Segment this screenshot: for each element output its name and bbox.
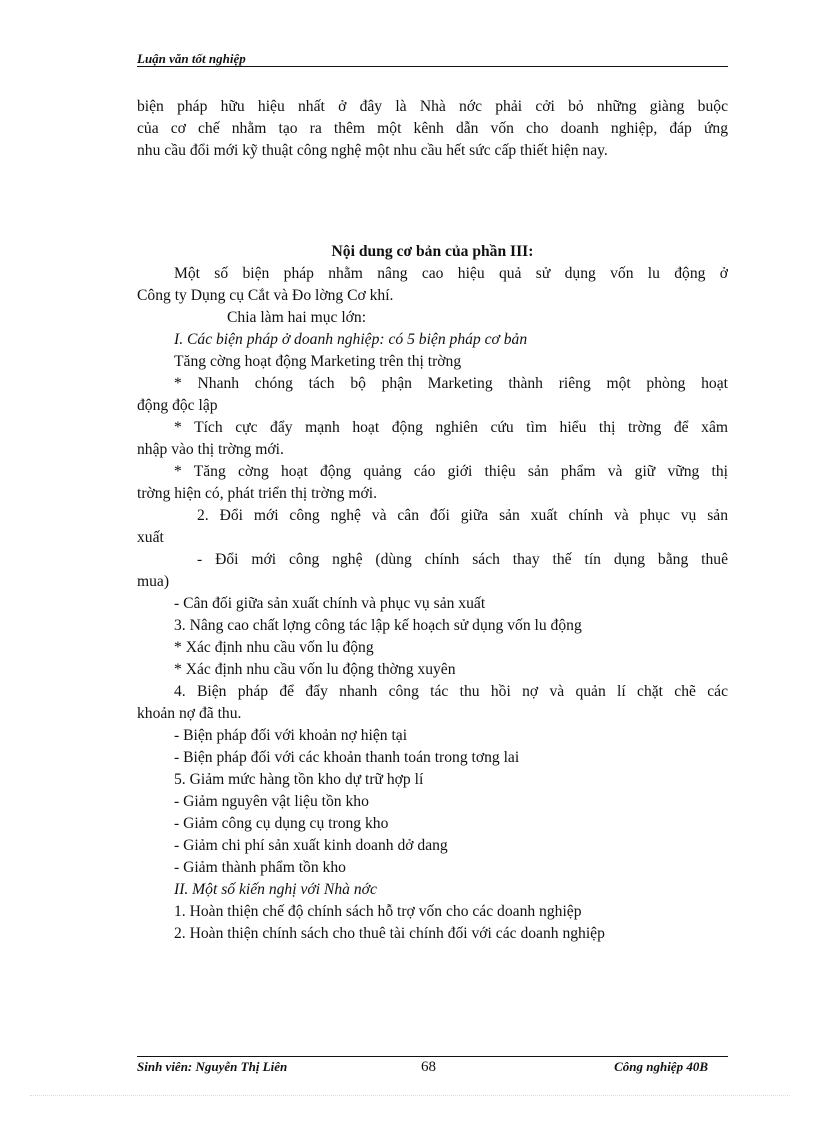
list-item: * Nhanh chóng tách bộ phận Marketing thành riêng một phòng hoạt <box>174 375 728 392</box>
list-item: - Giảm thành phẩm tồn kho <box>174 859 346 876</box>
intro-line: nhu cầu đổi mới kỹ thuật công nghệ một nhu cầu hết sức cấp thiết hiện nay. <box>137 142 608 159</box>
list-item: * Xác định nhu cầu vốn lu động <box>174 639 374 656</box>
document-body <box>137 96 728 945</box>
header-title: Luận văn tốt nghiệp <box>137 51 246 66</box>
intro-line: của cơ chế nhằm tạo ra thêm một kênh dẫn vốn cho doanh nghiệp, đáp ứng <box>137 120 728 137</box>
page-number: 68 <box>421 1059 436 1075</box>
footer-student: Sinh viên: Nguyễn Thị Liên <box>137 1059 288 1074</box>
list-item: Tăng cờng hoạt động Marketing trên thị trờng <box>174 353 462 370</box>
list-item-cont: khoản nợ đã thu. <box>137 705 242 722</box>
footer-class: Công nghiệp 40B <box>614 1059 708 1074</box>
list-item: 1. Hoàn thiện chế độ chính sách hỗ trợ vốn cho các doanh nghiệp <box>174 903 582 920</box>
section-title: Nội dung cơ bản của phần III: <box>331 243 534 260</box>
list-item: - Giảm nguyên vật liệu tồn kho <box>174 793 369 810</box>
list-item-cont: nhập vào thị trờng mới. <box>137 441 284 458</box>
list-item-cont: mua) <box>137 573 170 590</box>
list-item: - Giảm chi phí sản xuất kinh doanh dở dang <box>174 837 448 854</box>
list-item: - Biện pháp đối với các khoản thanh toán trong tơng lai <box>174 749 520 766</box>
paragraph-line: Công ty Dụng cụ Cắt và Đo lờng Cơ khí. <box>137 287 394 304</box>
intro-line: biện pháp hữu hiệu nhất ở đây là Nhà nớc phải cởi bỏ những giàng buộc <box>137 98 728 115</box>
list-item: 4. Biện pháp để đẩy nhanh công tác thu hồi nợ và quản lí chặt chẽ các <box>174 683 728 700</box>
list-item: - Cân đối giữa sản xuất chính và phục vụ sản xuất <box>174 595 486 612</box>
page-footer <box>137 1056 728 1077</box>
list-item: * Tích cực đẩy mạnh hoạt động nghiên cứu tìm hiểu thị trờng để xâm <box>174 419 728 436</box>
bottom-dotted-rule <box>30 1095 790 1096</box>
heading-part-one: I. Các biện pháp ở doanh nghiệp: có 5 biện pháp cơ bản <box>174 331 528 348</box>
list-item: 2. Hoàn thiện chính sách cho thuê tài chính đối với các doanh nghiệp <box>174 925 605 942</box>
paragraph-line: Một số biện pháp nhằm nâng cao hiệu quả sử dụng vốn lu động ở <box>174 265 728 282</box>
heading-part-two: II. Một số kiến nghị với Nhà nớc <box>174 881 377 898</box>
list-item-cont: trờng hiện có, phát triển thị trờng mới. <box>137 485 377 502</box>
list-item: 3. Nâng cao chất lợng công tác lập kế hoạch sử dụng vốn lu động <box>174 617 582 634</box>
list-item-cont: động độc lập <box>137 397 218 414</box>
list-item: - Biện pháp đối với khoản nợ hiện tại <box>174 727 408 744</box>
list-item-cont: xuất <box>137 529 164 546</box>
list-item: 5. Giảm mức hàng tồn kho dự trữ hợp lí <box>174 771 424 788</box>
page-header <box>137 50 728 67</box>
list-item: * Tăng cờng hoạt động quảng cáo giới thiệu sản phẩm và giữ vững thị <box>174 463 728 480</box>
paragraph-line: Chia làm hai mục lớn: <box>227 309 367 326</box>
list-item: - Đổi mới công nghệ (dùng chính sách thay thế tín dụng bằng thuê <box>197 551 728 568</box>
list-item: - Giảm công cụ dụng cụ trong kho <box>174 815 389 832</box>
list-item: 2. Đổi mới công nghệ và cân đối giữa sản xuất chính và phục vụ sản <box>197 507 728 524</box>
spacer <box>137 162 728 241</box>
list-item: * Xác định nhu cầu vốn lu động thờng xuyên <box>174 661 456 678</box>
